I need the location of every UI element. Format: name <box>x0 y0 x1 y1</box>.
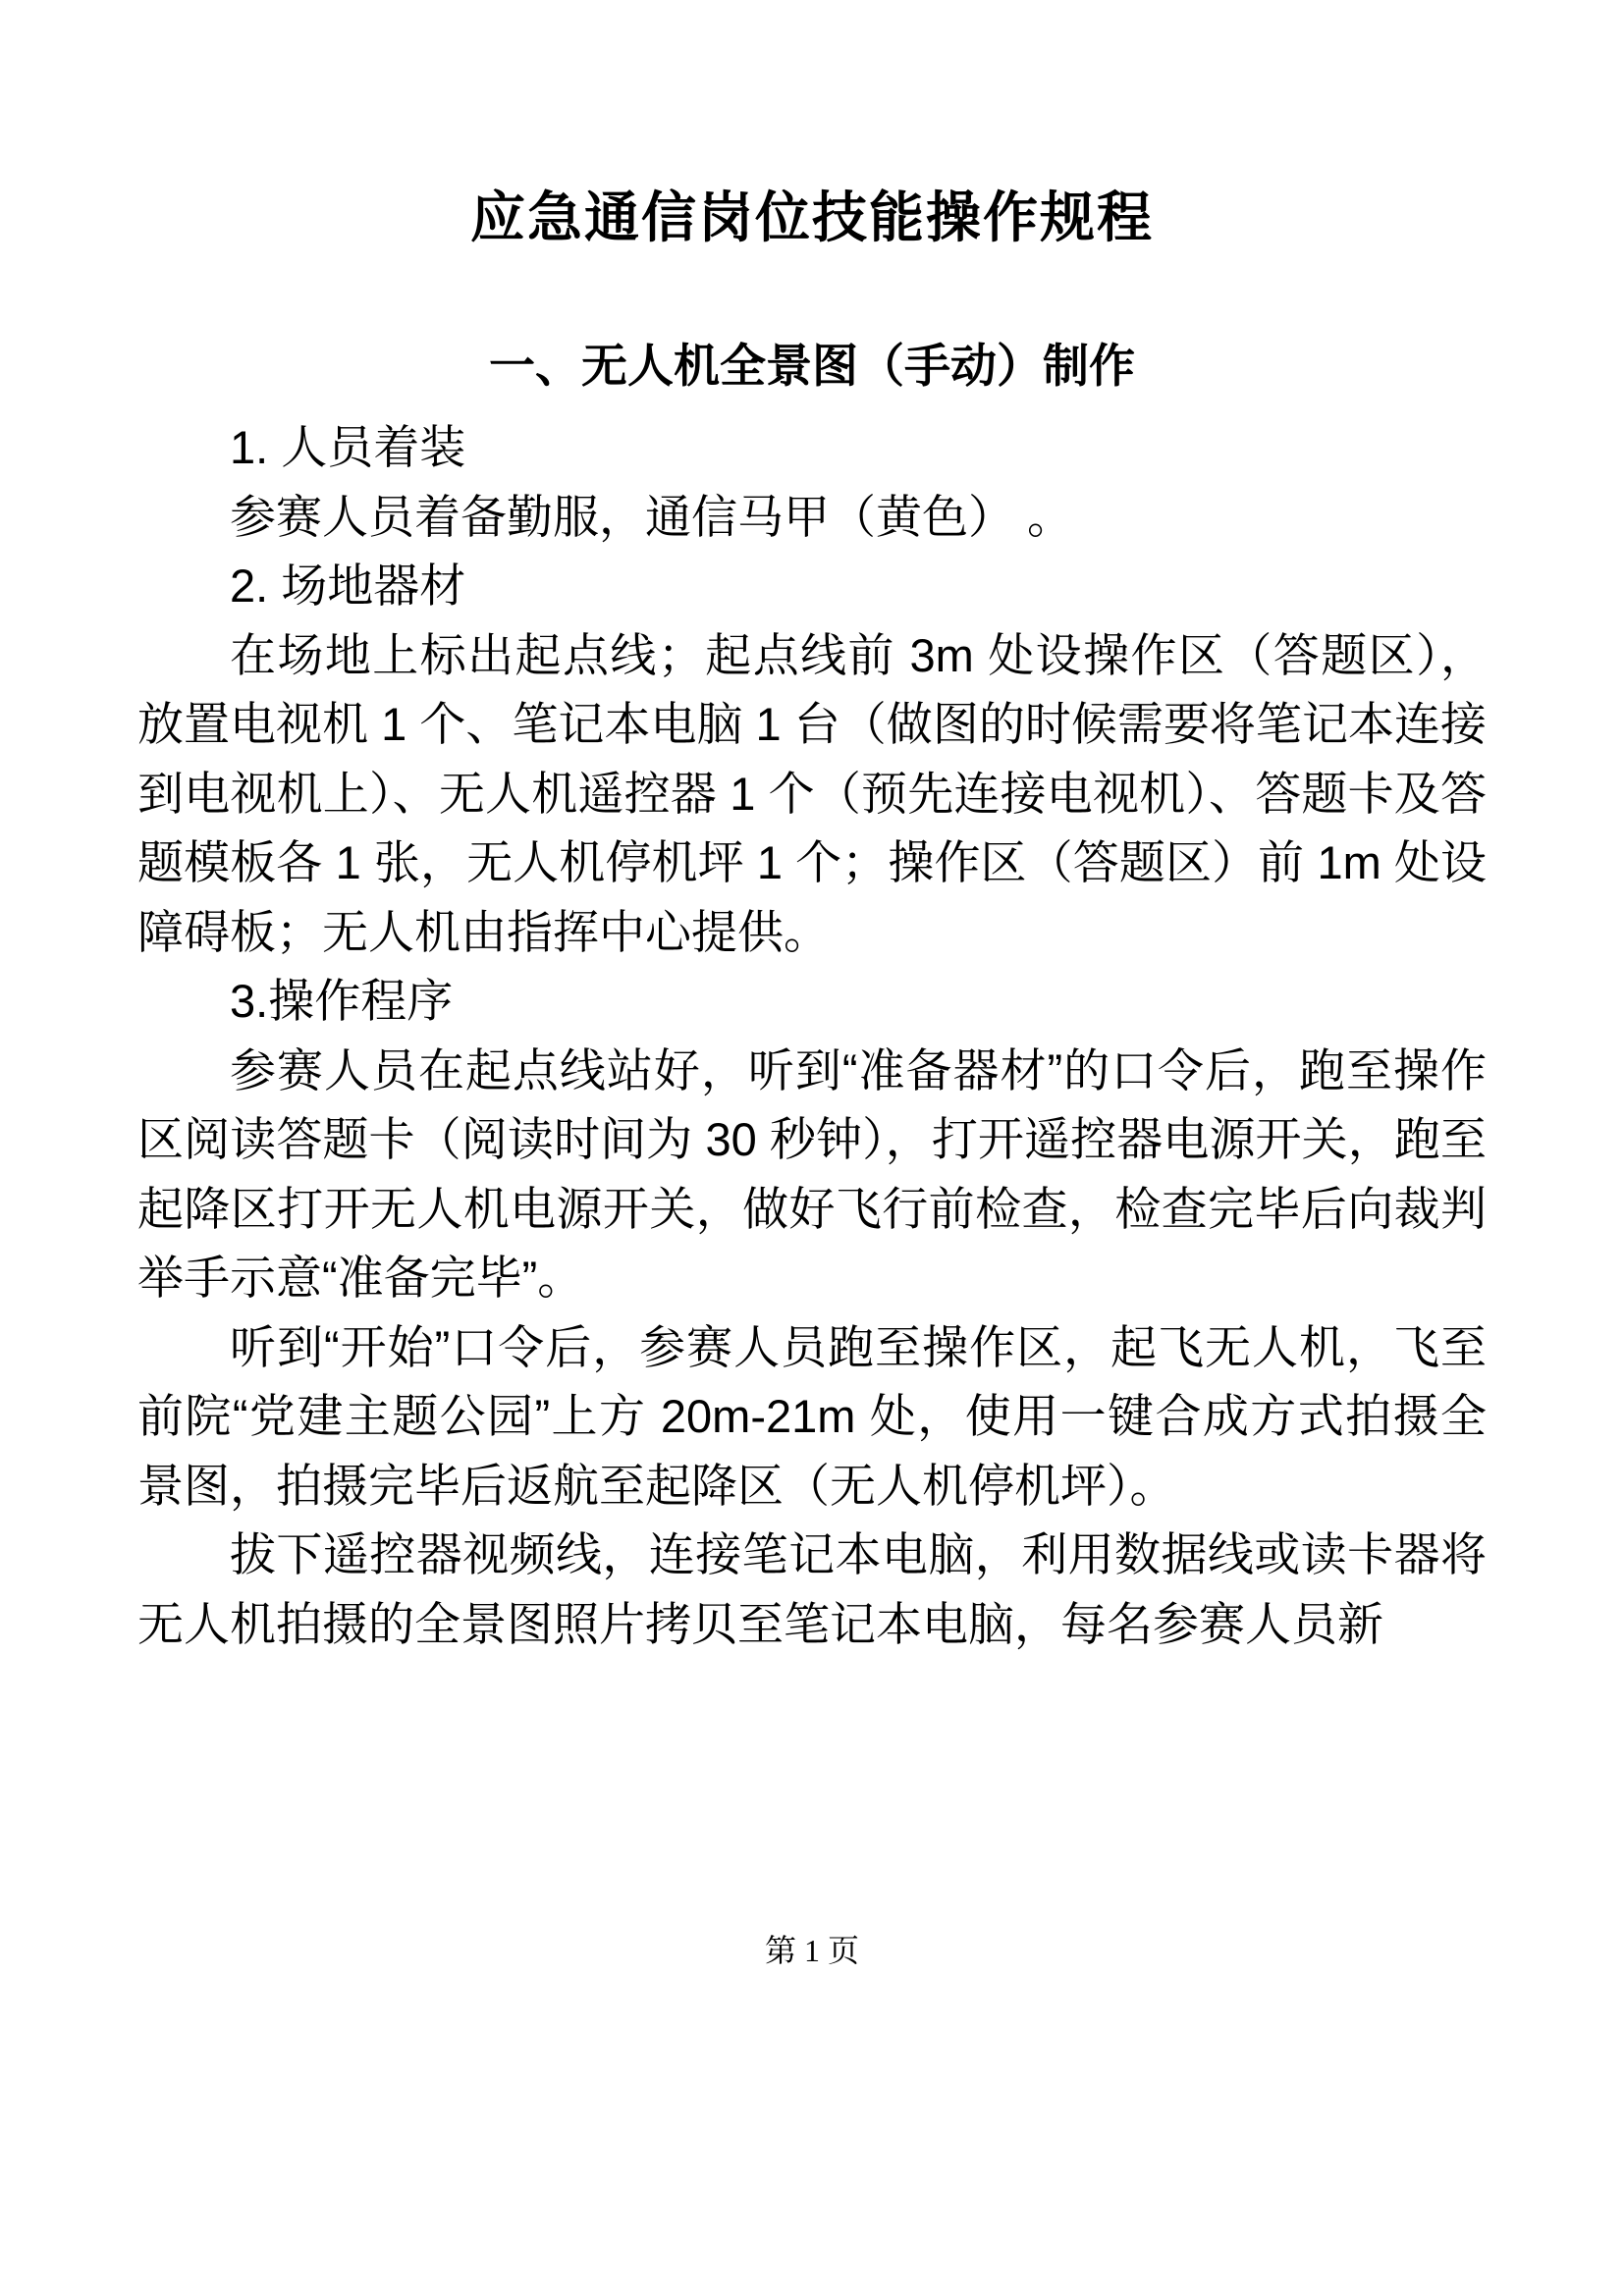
numbered-item: 1. 人员着装 <box>230 421 466 473</box>
page-number: 第 1 页 <box>764 1933 859 1968</box>
page-footer <box>0 1926 1624 1971</box>
paragraph: 在场地上标出起点线；起点线前 3m 处设操作区（答题区），放置电视机 1 个、笔记本电脑 1 台（做图的时候需要将笔记本连接到电视机上）、无人机遥控器 1 个（预先连接电视机）、答题卡及答题模板各 1 张，无人机停机坪 1 个；操作区（答题区）前 1m 处设障碍板；无人机由指挥中心提供。 <box>137 628 1487 958</box>
document-body <box>137 413 1487 1659</box>
paragraph: 拔下遥控器视频线，连接笔记本电脑，利用数据线或读卡器将无人机拍摄的全景图照片拷贝至笔记本电脑，每名参赛人员新 <box>137 1528 1487 1650</box>
section-heading: 一、无人机全景图（手动）制作 <box>489 340 1135 392</box>
document-title: 应急通信岗位技能操作规程 <box>470 187 1154 248</box>
numbered-item: 2. 场地器材 <box>230 560 466 612</box>
paragraph: 听到“开始”口令后，参赛人员跑至操作区，起飞无人机，飞至前院“党建主题公园”上方 20m-21m 处，使用一键合成方式拍摄全景图，拍摄完毕后返航至起降区（无人机停机坪）。 <box>137 1320 1487 1512</box>
paragraph: 参赛人员着备勤服，通信马甲（黄色） 。 <box>230 490 1074 543</box>
numbered-item: 3.操作程序 <box>230 975 454 1027</box>
page-content <box>0 175 1624 1659</box>
paragraph: 参赛人员在起点线站好，听到“准备器材”的口令后，跑至操作区阅读答题卡（阅读时间为 30 秒钟），打开遥控器电源开关，跑至起降区打开无人机电源开关，做好飞行前检查，检查完毕后向裁判举手示意“准备完毕”。 <box>137 1043 1487 1304</box>
